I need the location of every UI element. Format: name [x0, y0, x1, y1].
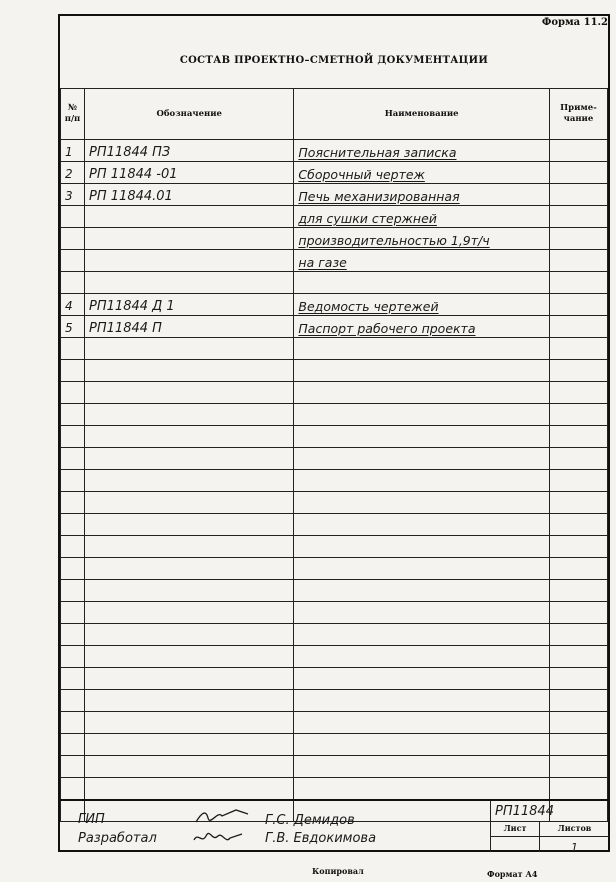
table-row	[61, 536, 608, 558]
row-note-cell	[549, 360, 607, 382]
row-num-cell	[61, 514, 85, 536]
row-num-cell	[61, 624, 85, 646]
signature-1	[192, 806, 252, 826]
row-code-cell	[85, 778, 294, 800]
table-row	[61, 580, 608, 602]
table-row	[61, 492, 608, 514]
row-note-cell	[549, 514, 607, 536]
row-code-cell	[85, 734, 294, 756]
name-chief-engineer: Г.С. Демидов	[265, 813, 355, 828]
row-note-cell	[549, 206, 607, 228]
row-code-cell	[85, 140, 294, 162]
row-name-cell	[294, 184, 549, 206]
row-name: Ведомость чертежей	[298, 299, 439, 314]
row-name-cell	[294, 646, 549, 668]
row-name-cell	[294, 250, 549, 272]
row-num	[61, 255, 65, 269]
row-num-cell	[61, 426, 85, 448]
row-name-cell	[294, 206, 549, 228]
row-num-cell	[61, 140, 85, 162]
row-code: РП 11844 -01	[89, 167, 178, 182]
row-name-cell	[294, 272, 549, 294]
row-note-cell	[549, 712, 607, 734]
row-code-cell	[85, 580, 294, 602]
row-code-cell	[85, 338, 294, 360]
row-code: РП11844 ПЗ	[89, 145, 171, 160]
row-name: Пояснительная записка	[298, 145, 457, 160]
row-name	[294, 277, 298, 292]
row-code-cell	[85, 668, 294, 690]
row-num-cell	[61, 316, 85, 338]
row-code	[85, 233, 89, 248]
row-note-cell	[549, 624, 607, 646]
column-note: Приме- чание	[549, 89, 607, 140]
row-note-cell	[549, 448, 607, 470]
row-name-cell	[294, 492, 549, 514]
row-code-cell	[85, 492, 294, 514]
row-name-cell	[294, 426, 549, 448]
row-num-cell	[61, 536, 85, 558]
row-num	[61, 277, 65, 291]
table-row	[61, 470, 608, 492]
sheets-value: 1	[571, 841, 578, 854]
row-code-cell	[85, 228, 294, 250]
row-name-cell	[294, 470, 549, 492]
row-num-cell	[61, 338, 85, 360]
format-label: Формат А4	[487, 869, 538, 879]
row-name-cell	[294, 162, 549, 184]
row-num-cell	[61, 470, 85, 492]
row-num-cell	[61, 360, 85, 382]
row-name-cell	[294, 690, 549, 712]
row-note-cell	[549, 558, 607, 580]
row-note-cell	[549, 338, 607, 360]
copied-label: Копировал	[312, 866, 364, 876]
role-chief-engineer: ГИП	[78, 812, 105, 827]
row-num-cell	[61, 492, 85, 514]
table-row	[61, 316, 608, 338]
document-title: СОСТАВ ПРОЕКТНО–СМЕТНОЙ ДОКУМЕНТАЦИИ	[179, 55, 489, 66]
row-note-cell	[549, 162, 607, 184]
row-name: для сушки стержней	[298, 211, 437, 226]
row-num-cell	[61, 206, 85, 228]
form-label: Форма 11.2	[541, 17, 608, 28]
row-note-cell	[549, 734, 607, 756]
table-row	[61, 734, 608, 756]
table-row	[61, 360, 608, 382]
row-name-cell	[294, 228, 549, 250]
row-num-cell	[61, 228, 85, 250]
row-name-cell	[294, 602, 549, 624]
row-code-cell	[85, 448, 294, 470]
row-num: 5	[65, 321, 73, 335]
row-name-cell	[294, 580, 549, 602]
table-row	[61, 602, 608, 624]
row-code-cell	[85, 250, 294, 272]
row-name-cell	[294, 514, 549, 536]
table-row	[61, 514, 608, 536]
column-num: № п/п	[61, 89, 85, 140]
row-note-cell	[549, 580, 607, 602]
name-developer: Г.В. Евдокимова	[265, 831, 377, 846]
row-note-cell	[549, 228, 607, 250]
row-name-cell	[294, 294, 549, 316]
row-code-cell	[85, 602, 294, 624]
row-num-cell	[61, 184, 85, 206]
row-code-cell	[85, 712, 294, 734]
row-num-cell	[61, 162, 85, 184]
row-num-cell	[61, 778, 85, 800]
row-num-cell	[61, 382, 85, 404]
row-code-cell	[85, 470, 294, 492]
row-num-cell	[61, 580, 85, 602]
row-code-cell	[85, 162, 294, 184]
row-num-cell	[61, 404, 85, 426]
row-code: РП11844 Д 1	[89, 299, 175, 314]
row-name-cell	[294, 778, 549, 800]
row-code-cell	[85, 690, 294, 712]
row-num	[61, 233, 65, 247]
row-note-cell	[549, 250, 607, 272]
row-code-cell	[85, 558, 294, 580]
row-note-cell	[549, 646, 607, 668]
row-code-cell	[85, 316, 294, 338]
row-name-cell	[294, 448, 549, 470]
table-row	[61, 756, 608, 778]
role-developer: Разработал	[78, 831, 157, 846]
row-note-cell	[549, 272, 607, 294]
row-name: Сборочный чертеж	[298, 167, 425, 182]
row-name-cell	[294, 756, 549, 778]
documentation-table	[60, 88, 608, 822]
sheet-box	[490, 801, 609, 852]
row-num-cell	[61, 756, 85, 778]
sheets-label: Листов	[540, 821, 609, 837]
table-row	[61, 250, 608, 272]
table-row	[61, 206, 608, 228]
row-code-cell	[85, 360, 294, 382]
row-code-cell	[85, 646, 294, 668]
table-row	[61, 272, 608, 294]
row-code-cell	[85, 404, 294, 426]
table-row	[61, 228, 608, 250]
row-code	[85, 277, 89, 292]
table-row	[61, 690, 608, 712]
row-note-cell	[549, 778, 607, 800]
row-name-cell	[294, 140, 549, 162]
row-code	[85, 211, 89, 226]
row-name-cell	[294, 558, 549, 580]
row-note-cell	[549, 690, 607, 712]
table-row	[61, 294, 608, 316]
row-name-cell	[294, 712, 549, 734]
row-num-cell	[61, 690, 85, 712]
table-row	[61, 448, 608, 470]
row-note-cell	[549, 184, 607, 206]
column-code: Обозначение	[85, 89, 294, 140]
table-row	[61, 778, 608, 800]
row-num: 4	[65, 299, 73, 313]
sheet-value	[491, 837, 540, 852]
row-note-cell	[549, 382, 607, 404]
table-row	[61, 404, 608, 426]
row-code-cell	[85, 184, 294, 206]
title-block	[60, 799, 608, 852]
row-num-cell	[61, 668, 85, 690]
row-name: на газе	[298, 255, 347, 270]
row-num-cell	[61, 646, 85, 668]
row-note-cell	[549, 602, 607, 624]
row-num: 1	[65, 145, 73, 159]
row-note-cell	[549, 668, 607, 690]
sheet-label: Лист	[491, 821, 540, 837]
row-note-cell	[549, 140, 607, 162]
row-name: производительностью 1,9т/ч	[298, 233, 490, 248]
sheets-value-cell	[540, 836, 609, 854]
row-note-cell	[549, 404, 607, 426]
row-num-cell	[61, 272, 85, 294]
row-num-cell	[61, 712, 85, 734]
row-name-cell	[294, 734, 549, 756]
signature-2	[190, 828, 250, 848]
row-code-cell	[85, 514, 294, 536]
row-num: 3	[65, 189, 73, 203]
row-code-cell	[85, 536, 294, 558]
row-note-cell	[549, 294, 607, 316]
row-num: 2	[65, 167, 73, 181]
table-row	[61, 382, 608, 404]
row-name-cell	[294, 668, 549, 690]
row-name-cell	[294, 624, 549, 646]
table-row	[61, 624, 608, 646]
row-num-cell	[61, 602, 85, 624]
row-num-cell	[61, 448, 85, 470]
row-name-cell	[294, 382, 549, 404]
row-num-cell	[61, 558, 85, 580]
row-code-cell	[85, 272, 294, 294]
row-note-cell	[549, 536, 607, 558]
row-code-cell	[85, 382, 294, 404]
row-num-cell	[61, 294, 85, 316]
row-code: РП11844 П	[89, 321, 162, 336]
row-name-cell	[294, 360, 549, 382]
row-code	[85, 255, 89, 270]
row-note-cell	[549, 426, 607, 448]
row-note-cell	[549, 756, 607, 778]
row-name-cell	[294, 338, 549, 360]
row-code-cell	[85, 756, 294, 778]
table-row	[61, 140, 608, 162]
column-name: Наименование	[294, 89, 549, 140]
table-row	[61, 426, 608, 448]
row-code: РП 11844.01	[89, 189, 173, 204]
row-note-cell	[549, 470, 607, 492]
table-header-row	[61, 89, 608, 140]
table-row	[61, 184, 608, 206]
row-name-cell	[294, 536, 549, 558]
project-code-cell	[491, 801, 609, 822]
table-row	[61, 558, 608, 580]
table-row	[61, 668, 608, 690]
row-name-cell	[294, 316, 549, 338]
row-num-cell	[61, 250, 85, 272]
row-note-cell	[549, 316, 607, 338]
row-code-cell	[85, 426, 294, 448]
row-note-cell	[549, 492, 607, 514]
row-name: Паспорт рабочего проекта	[298, 321, 476, 336]
row-code-cell	[85, 624, 294, 646]
row-num	[61, 211, 65, 225]
row-name-cell	[294, 404, 549, 426]
table-row	[61, 646, 608, 668]
row-name: Печь механизированная	[298, 189, 460, 204]
row-num-cell	[61, 734, 85, 756]
project-code: РП11844	[495, 804, 554, 819]
table-row	[61, 338, 608, 360]
row-code-cell	[85, 294, 294, 316]
table-row	[61, 162, 608, 184]
row-code-cell	[85, 206, 294, 228]
table-row	[61, 712, 608, 734]
